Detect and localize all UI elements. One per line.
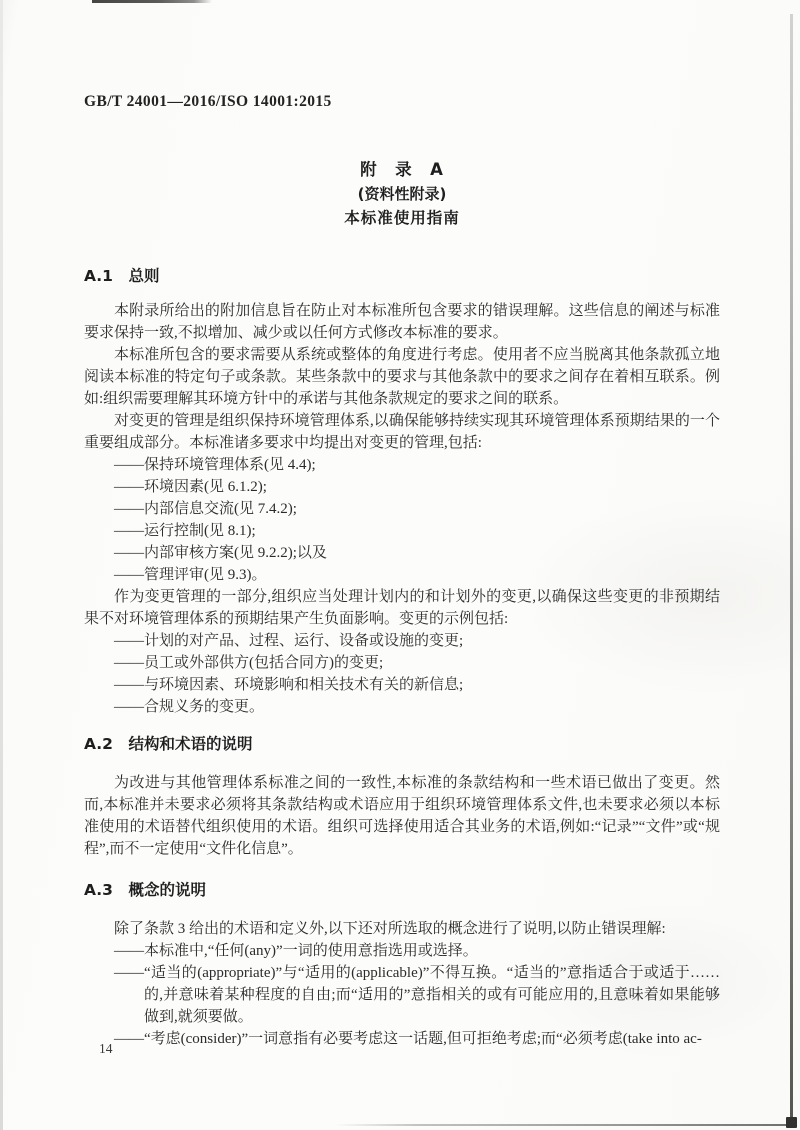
appendix-title: 附 录 A (360, 160, 444, 179)
paragraph: 作为变更管理的一部分,组织应当处理计划内的和计划外的变更,以确保这些变更的非预期结果不对环境管理体系的预期结果产生负面影响。变更的示例包括: (84, 589, 720, 627)
paragraph: 除了条款 3 给出的术语和定义外,以下还对所选取的概念进行了说明,以防止错误理解: (114, 921, 666, 937)
list-item: ——“考虑(consider)”一词意指有必要考虑这一话题,但可拒绝考虑;而“必须考虑(take into ac- (114, 1031, 702, 1047)
list-item: ——计划的对产品、过程、运行、设备或设施的变更; (114, 633, 464, 649)
list-item: ——管理评审(见 9.3)。 (114, 567, 267, 583)
section-a1 (84, 266, 720, 718)
list-item: ——内部审核方案(见 9.2.2);以及 (114, 545, 327, 561)
section-a2 (84, 734, 720, 860)
paragraph: 对变更的管理是组织保持环境管理体系,以确保能够持续实现其环境管理体系预期结果的一个重要组成部分。本标准诸多要求中均提出对变更的管理,包括: (84, 413, 720, 451)
paragraph: 本标准所包含的要求需要从系统或整体的角度进行考虑。使用者不应当脱离其他条款孤立地阅读本标准的特定句子或条款。某些条款中的要求与其他条款中的要求之间存在着相互联系。例如:组织需要理解其环境方针中的承诺与其他条款规定的要求之间的联系。 (84, 347, 720, 407)
section-a3-heading: A.3 概念的说明 (84, 881, 206, 899)
page-number: 14 (99, 1041, 113, 1056)
paragraph: 为改进与其他管理体系标准之间的一致性,本标准的条款结构和一些术语已做出了变更。然而,本标准并未要求必须将其条款结构或术语应用于组织环境管理体系文件,也未要求必须以本标准使用的术语替代组织使用的术语。组织可选择使用适合其业务的术语,例如:“记录”“文件”或“规程”,而不一定使用“文件化信息”。 (84, 775, 720, 857)
list-item: ——运行控制(见 8.1); (114, 523, 256, 539)
list-item: ——“适当的(appropriate)”与“适用的(applicable)”不得互换。“适当的”意指适合于或适于……的,并意味着某种程度的自由;而“适用的”意指相关的或有可能应用的,且意味着如果能够做到,就须要做。 (114, 965, 720, 1025)
list-item: ——本标准中,“任何(any)”一词的使用意指选用或选择。 (114, 943, 478, 959)
section-a1-heading: A.1 总则 (84, 267, 160, 285)
list-item: ——合规义务的变更。 (114, 699, 265, 715)
paragraph: 本附录所给出的附加信息旨在防止对本标准所包含要求的错误理解。这些信息的阐述与标准要求保持一致,不拟增加、减少或以任何方式修改本标准的要求。 (84, 303, 720, 341)
appendix-title-block (84, 158, 720, 230)
list-item: ——员工或外部供方(包括合同方)的变更; (114, 655, 384, 671)
section-a2-heading: A.2 结构和术语的说明 (84, 735, 253, 753)
list-item: ——保持环境管理体系(见 4.4); (114, 457, 316, 473)
standard-number-header: GB/T 24001—2016/ISO 14001:2015 (84, 93, 332, 110)
list-item: ——与环境因素、环境影响和相关技术有关的新信息; (114, 677, 464, 693)
appendix-subtitle: (资料性附录) (357, 185, 447, 203)
section-a3 (84, 880, 720, 1050)
list-item: ——环境因素(见 6.1.2); (114, 479, 267, 495)
list-item: ——内部信息交流(见 7.4.2); (114, 501, 297, 517)
appendix-doc-title: 本标准使用指南 (344, 209, 460, 227)
